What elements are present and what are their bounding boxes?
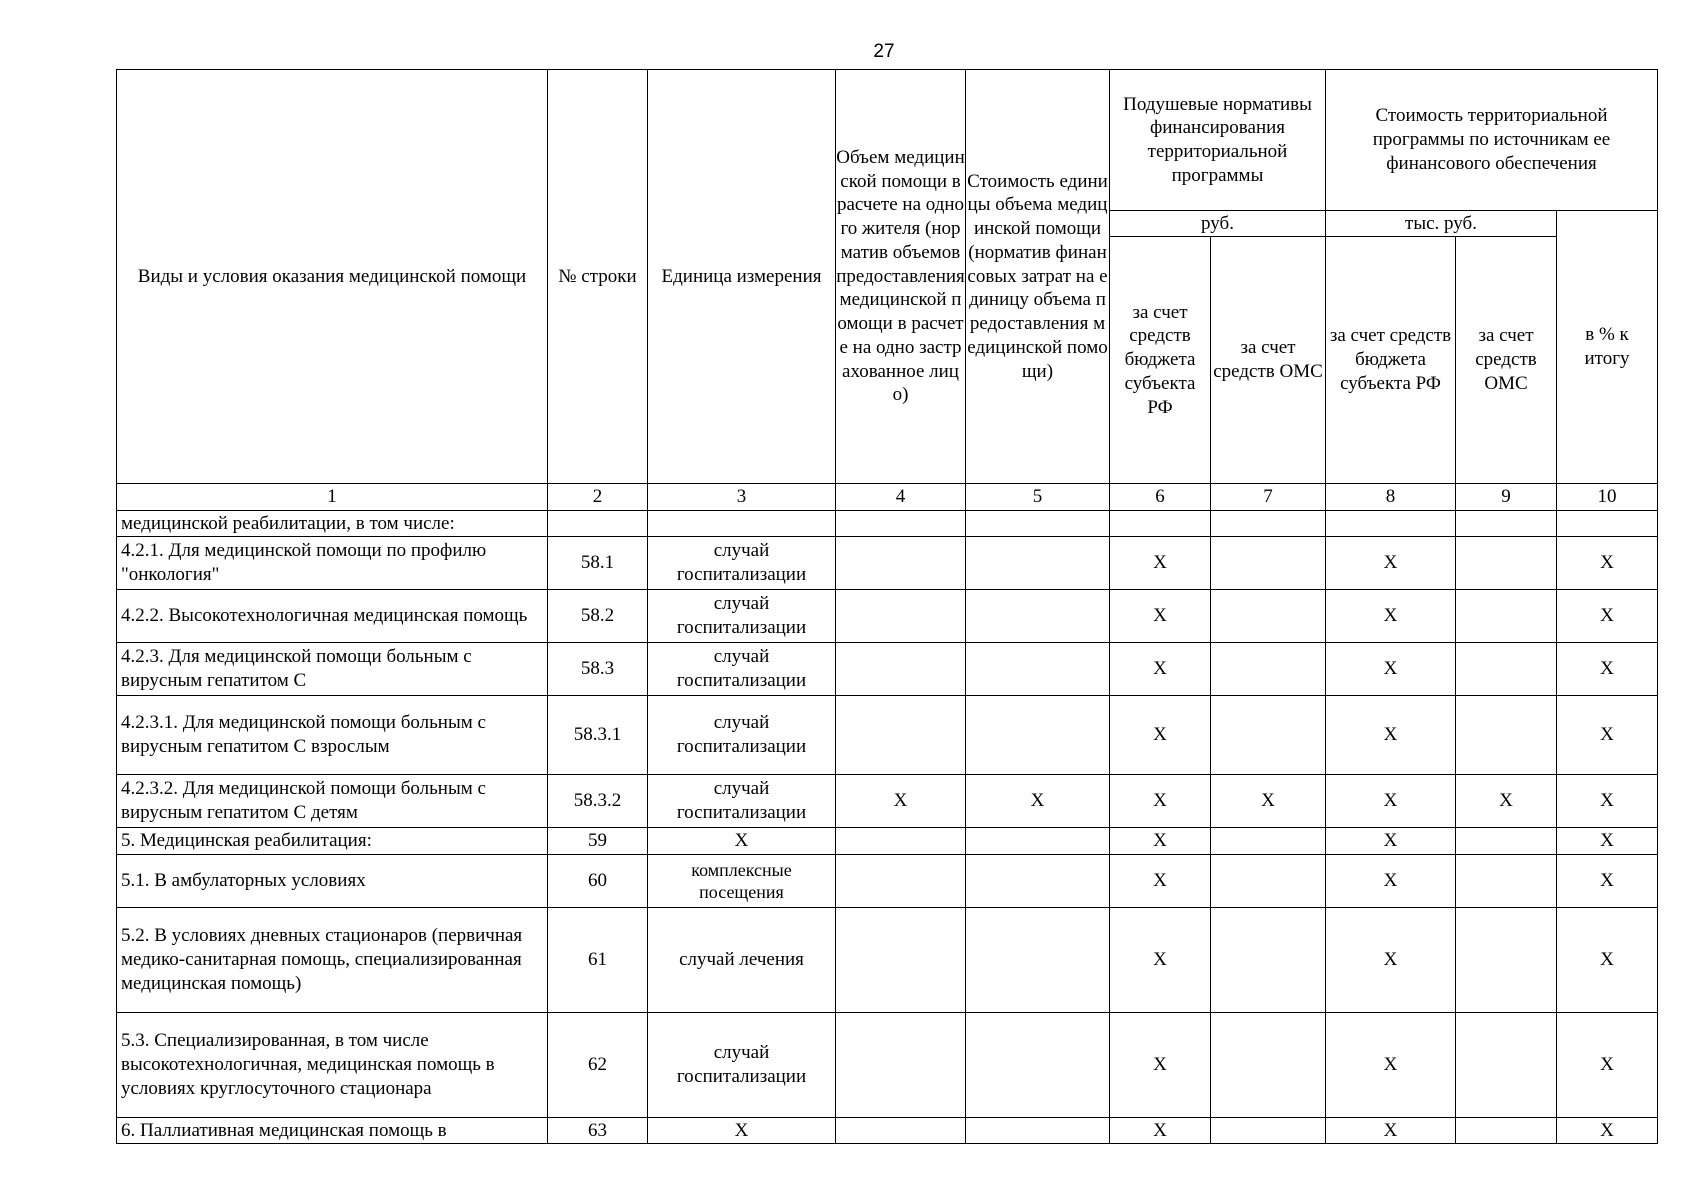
table-row	[117, 1013, 1658, 1118]
column-number-7: 7	[1211, 484, 1326, 511]
row-cost-budget: X	[1326, 775, 1456, 828]
row-per-capita-oms	[1211, 537, 1326, 590]
row-unit-cost	[966, 511, 1110, 537]
row-cost-oms	[1456, 590, 1557, 643]
row-per-capita-budget: X	[1110, 828, 1211, 855]
row-unit-cost	[966, 1118, 1110, 1144]
row-unit: комплексные посещения	[648, 855, 836, 908]
row-unit: случай госпитализации	[648, 696, 836, 775]
row-name: 5.2. В условиях дневных стационаров (первичная медико-санитарная помощь, специализированная медицинская помощь)	[117, 908, 548, 1013]
row-cost-budget: X	[1326, 908, 1456, 1013]
table-row	[117, 908, 1658, 1013]
header-col2: № строки	[548, 70, 648, 484]
column-number-5: 5	[966, 484, 1110, 511]
row-number: 58.3.1	[548, 696, 648, 775]
row-cost-oms	[1456, 643, 1557, 696]
row-volume	[836, 855, 966, 908]
row-cost-budget: X	[1326, 1118, 1456, 1144]
row-unit-cost	[966, 828, 1110, 855]
row-cost-budget: X	[1326, 855, 1456, 908]
row-cost-budget: X	[1326, 1013, 1456, 1118]
row-cost-oms	[1456, 828, 1557, 855]
row-unit-cost	[966, 908, 1110, 1013]
row-volume	[836, 908, 966, 1013]
row-number: 58.1	[548, 537, 648, 590]
row-per-capita-budget: X	[1110, 775, 1211, 828]
row-number: 59	[548, 828, 648, 855]
row-per-capita-oms	[1211, 1013, 1326, 1118]
row-per-capita-oms	[1211, 908, 1326, 1013]
row-per-capita-oms	[1211, 1118, 1326, 1144]
row-volume	[836, 643, 966, 696]
table-body	[117, 511, 1658, 1144]
column-number-2: 2	[548, 484, 648, 511]
row-cost-budget	[1326, 511, 1456, 537]
header-col9: за счет средств ОМС	[1456, 237, 1557, 484]
row-unit: случай лечения	[648, 908, 836, 1013]
header-group-per-capita: Подушевые нормативы финансирования территориальной программы	[1110, 70, 1326, 211]
header-col5: Стоимость единицы объема медицинской помощи (норматив финансовых затрат на единицу объема предоставления медицинской помощи)	[966, 70, 1110, 484]
row-cost-budget: X	[1326, 590, 1456, 643]
page-number: 27	[873, 41, 895, 62]
row-cost-oms	[1456, 511, 1557, 537]
row-cost-budget: X	[1326, 828, 1456, 855]
row-per-capita-oms	[1211, 643, 1326, 696]
row-volume	[836, 696, 966, 775]
table-row	[117, 696, 1658, 775]
row-volume	[836, 1118, 966, 1144]
row-percent	[1557, 511, 1658, 537]
header-unit-thousand-rub: тыс. руб.	[1326, 211, 1557, 237]
row-percent: X	[1557, 590, 1658, 643]
row-number: 58.3	[548, 643, 648, 696]
row-unit: случай госпитализации	[648, 590, 836, 643]
column-number-9: 9	[1456, 484, 1557, 511]
row-per-capita-budget: X	[1110, 643, 1211, 696]
row-per-capita-budget: X	[1110, 1118, 1211, 1144]
row-per-capita-budget: X	[1110, 696, 1211, 775]
row-name: медицинской реабилитации, в том числе:	[117, 511, 548, 537]
row-unit: X	[648, 1118, 836, 1144]
row-per-capita-budget: X	[1110, 908, 1211, 1013]
table-row	[117, 590, 1658, 643]
row-per-capita-oms	[1211, 590, 1326, 643]
column-number-8: 8	[1326, 484, 1456, 511]
row-unit: случай госпитализации	[648, 643, 836, 696]
row-name: 4.2.1. Для медицинской помощи по профилю "онкология"	[117, 537, 548, 590]
row-name: 4.2.2. Высокотехнологичная медицинская помощь	[117, 590, 548, 643]
row-percent: X	[1557, 696, 1658, 775]
row-per-capita-oms: X	[1211, 775, 1326, 828]
row-number: 58.2	[548, 590, 648, 643]
row-unit-cost	[966, 643, 1110, 696]
row-volume	[836, 511, 966, 537]
row-percent: X	[1557, 1118, 1658, 1144]
row-name: 5.1. В амбулаторных условиях	[117, 855, 548, 908]
row-unit: случай госпитализации	[648, 537, 836, 590]
row-per-capita-oms	[1211, 828, 1326, 855]
row-volume	[836, 1013, 966, 1118]
row-unit-cost	[966, 537, 1110, 590]
row-percent: X	[1557, 828, 1658, 855]
row-per-capita-budget: X	[1110, 855, 1211, 908]
column-number-6: 6	[1110, 484, 1211, 511]
row-number: 58.3.2	[548, 775, 648, 828]
header-col4: Объем медицинской помощи в расчете на одного жителя (норматив объемов предоставления медицинской помощи в расчете на одно застрахованное лицо)	[836, 70, 966, 484]
row-number: 60	[548, 855, 648, 908]
row-per-capita-oms	[1211, 855, 1326, 908]
row-cost-oms	[1456, 1118, 1557, 1144]
row-name: 5.3. Специализированная, в том числе высокотехнологичная, медицинская помощь в условиях круглосуточного стационара	[117, 1013, 548, 1118]
row-percent: X	[1557, 1013, 1658, 1118]
row-per-capita-oms	[1211, 696, 1326, 775]
table-row	[117, 828, 1658, 855]
row-cost-oms	[1456, 696, 1557, 775]
row-cost-oms	[1456, 855, 1557, 908]
row-name: 5. Медицинская реабилитация:	[117, 828, 548, 855]
row-percent: X	[1557, 855, 1658, 908]
row-per-capita-budget: X	[1110, 590, 1211, 643]
header-col8: за счет средств бюджета субъекта РФ	[1326, 237, 1456, 484]
row-name: 4.2.3.2. Для медицинской помощи больным с вирусным гепатитом С детям	[117, 775, 548, 828]
row-number: 62	[548, 1013, 648, 1118]
table-row	[117, 511, 1658, 537]
column-number-3: 3	[648, 484, 836, 511]
header-row-1	[117, 70, 1658, 211]
row-cost-oms: X	[1456, 775, 1557, 828]
row-cost-oms	[1456, 908, 1557, 1013]
table-row	[117, 775, 1658, 828]
row-percent: X	[1557, 908, 1658, 1013]
row-unit-cost	[966, 696, 1110, 775]
header-unit-rub: руб.	[1110, 211, 1326, 237]
row-number: 63	[548, 1118, 648, 1144]
table-row	[117, 1118, 1658, 1144]
row-name: 6. Паллиативная медицинская помощь в	[117, 1118, 548, 1144]
row-unit	[648, 511, 836, 537]
row-unit: случай госпитализации	[648, 1013, 836, 1118]
row-volume: X	[836, 775, 966, 828]
row-per-capita-budget: X	[1110, 1013, 1211, 1118]
row-cost-oms	[1456, 1013, 1557, 1118]
row-unit-cost	[966, 855, 1110, 908]
row-percent: X	[1557, 775, 1658, 828]
header-col1: Виды и условия оказания медицинской помощи	[117, 70, 548, 484]
row-cost-budget: X	[1326, 696, 1456, 775]
column-number-4: 4	[836, 484, 966, 511]
row-percent: X	[1557, 643, 1658, 696]
column-number-10: 10	[1557, 484, 1658, 511]
table-row	[117, 855, 1658, 908]
row-cost-budget: X	[1326, 643, 1456, 696]
financing-table	[116, 69, 1658, 1144]
row-unit-cost: X	[966, 775, 1110, 828]
header-col6: за счет средств бюджета субъекта РФ	[1110, 237, 1211, 484]
row-unit-cost	[966, 1013, 1110, 1118]
row-per-capita-budget	[1110, 511, 1211, 537]
column-numbers-row	[117, 484, 1658, 511]
row-name: 4.2.3. Для медицинской помощи больным с вирусным гепатитом С	[117, 643, 548, 696]
header-col3: Единица измерения	[648, 70, 836, 484]
row-name: 4.2.3.1. Для медицинской помощи больным с вирусным гепатитом С взрослым	[117, 696, 548, 775]
row-per-capita-oms	[1211, 511, 1326, 537]
row-number	[548, 511, 648, 537]
row-percent: X	[1557, 537, 1658, 590]
row-volume	[836, 537, 966, 590]
header-col7: за счет средств ОМС	[1211, 237, 1326, 484]
row-unit-cost	[966, 590, 1110, 643]
row-volume	[836, 828, 966, 855]
row-number: 61	[548, 908, 648, 1013]
row-unit: случай госпитализации	[648, 775, 836, 828]
row-per-capita-budget: X	[1110, 537, 1211, 590]
header-group-program-cost: Стоимость территориальной программы по источникам ее финансового обеспечения	[1326, 70, 1658, 211]
table-row	[117, 643, 1658, 696]
header-col10: в % к итогу	[1557, 211, 1658, 484]
row-cost-oms	[1456, 537, 1557, 590]
table-row	[117, 537, 1658, 590]
row-volume	[836, 590, 966, 643]
row-cost-budget: X	[1326, 537, 1456, 590]
column-number-1: 1	[117, 484, 548, 511]
row-unit: X	[648, 828, 836, 855]
